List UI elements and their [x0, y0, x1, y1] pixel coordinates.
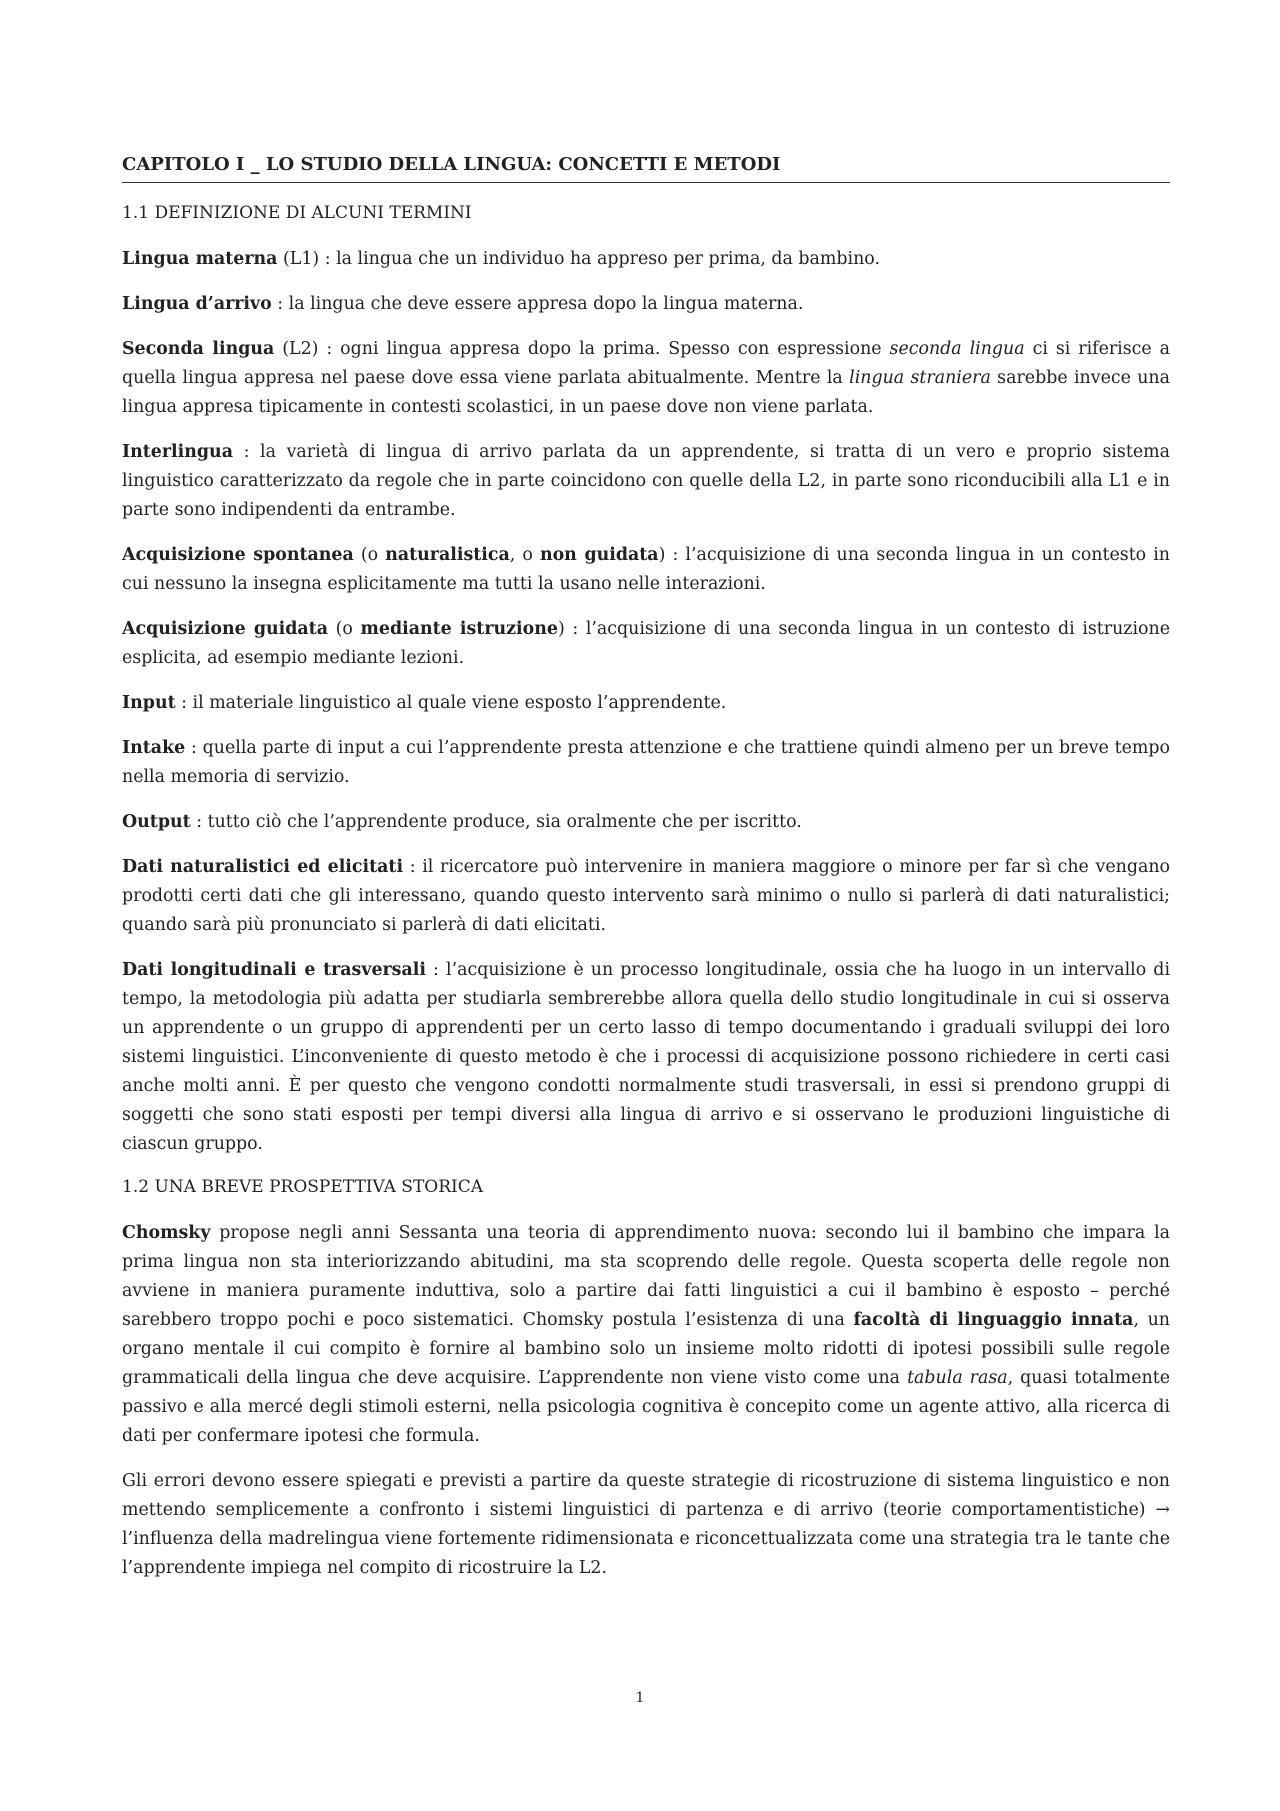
definition-text: : l’acquisizione è un processo longitudinale, ossia che ha luogo in un intervallo di tempo, la metodologia più adatta per studiarla sembrerebbe allora quella dello studio longitudinale in cui si osserva un apprendente o un gruppo di apprendenti per un certo lasso di tempo documentando i graduali sviluppi dei loro sistemi linguistici. L’inconveniente di questo metodo è che i processi di acquisizione possono richiedere in certi casi anche molti anni. È per questo che vengono condotti normalmente studi trasversali, in essi si prendono gruppi di soggetti che sono stati esposti per tempi diversi alla lingua di arrivo e si osservano le produzioni linguistiche di ciascun gruppo. [122, 960, 1171, 1154]
term-naturalistica: naturalistica [385, 545, 510, 565]
definition-output [122, 808, 1170, 837]
definition-text: ci si riferisce a quella lingua appresa nel paese dove essa viene parlata abitualmente. Mentre la [122, 339, 1171, 388]
definition-dati-naturalistici [122, 853, 1170, 940]
term-mediante-istruzione: mediante istruzione [360, 619, 558, 639]
section-title-1-1: 1.1 DEFINIZIONE DI ALCUNI TERMINI [122, 203, 472, 223]
italic-lingua-straniera: lingua straniera [849, 368, 991, 388]
term-intake: Intake [122, 738, 186, 758]
definition-intake [122, 734, 1170, 792]
definition-text: (o [353, 545, 386, 565]
paragraph-errori: Gli errori devono essere spiegati e previsti a partire da queste strategie di ricostruzione di sistema linguistico e non mettendo semplicemente a confronto i sistemi linguistici di partenza e di arrivo (teorie comportamentistiche) → l’influenza della madrelingua viene fortemente ridimensionata e riconcettualizzata come una strategia tra le tante che l’apprendente impiega nel compito di ricostruire la L2. [122, 1471, 1170, 1578]
page-number: 1 [635, 1690, 645, 1706]
definition-text: (L1) : la lingua che un individuo ha appreso per prima, da bambino. [277, 249, 881, 269]
definition-seconda-lingua [122, 335, 1170, 422]
definition-input [122, 689, 1170, 718]
term-input: Input [122, 693, 176, 713]
definition-text: : tutto ciò che l’apprendente produce, sia oralmente che per iscritto. [190, 812, 802, 832]
definition-text: ) : l’acquisizione di una seconda lingua in un contesto di istruzione esplicita, ad esempio mediante lezioni. [122, 619, 1170, 668]
definition-text: : quella parte di input a cui l’apprendente presta attenzione e che trattiene quindi almeno per un breve tempo nella memoria di servizio. [122, 738, 1170, 787]
term-seconda-lingua: Seconda lingua [122, 339, 275, 359]
definition-acquisizione-guidata [122, 615, 1170, 673]
definition-text: : la lingua che deve essere appresa dopo la lingua materna. [271, 294, 804, 314]
italic-seconda-lingua: seconda lingua [889, 339, 1025, 359]
term-lingua-materna: Lingua materna [122, 249, 278, 269]
paragraph-chomsky [122, 1219, 1170, 1451]
paragraph-text: propose negli anni Sessanta una teoria di apprendimento nuova: secondo lui il bambino che impara la prima lingua non sta interiorizzando abitudini, ma sta scoprendo delle regole. Questa scoperta delle regole non avviene in maniera puramente induttiva, solo a partire dai fatti linguistici a cui il bambino è esposto – perché sarebbero troppo pochi e poco sistematici. Chomsky postula l’esistenza di una [122, 1223, 1170, 1330]
paragraph-text: , quasi totalmente passivo e alla mercé degli stimoli esterni, nella psicologia cognitiva è concepito come un agente attivo, alla ricerca di dati per confermare ipotesi che formula. [122, 1368, 1171, 1446]
page-content [122, 152, 1170, 1599]
definition-text: (L2) : ogni lingua appresa dopo la prima. Spesso con espressione [274, 339, 890, 359]
term-lingua-arrivo: Lingua d’arrivo [122, 294, 272, 314]
term-non-guidata: non guidata [539, 545, 659, 565]
definition-lingua-materna [122, 245, 1170, 274]
definition-text: , o [509, 545, 540, 565]
section-title-1-2: 1.2 UNA BREVE PROSPETTIVA STORICA [122, 1177, 484, 1197]
italic-tabula-rasa: tabula rasa [907, 1368, 1008, 1388]
definition-dati-longitudinali [122, 956, 1170, 1159]
paragraph-text: , un organo mentale il cui compito è fornire al bambino solo un insieme molto ridotti di ipotesi possibili sulle regole grammaticali della lingua che deve acquisire. L’apprendente non viene visto come una [122, 1310, 1170, 1388]
definition-text: ) : l’acquisizione di una seconda lingua in un contesto in cui nessuno la insegna esplicitamente ma tutti la usano nelle interazioni. [122, 545, 1171, 594]
chapter-title: CAPITOLO I _ LO STUDIO DELLA LINGUA: CONCETTI E METODI [122, 152, 1170, 183]
definition-interlingua [122, 438, 1170, 525]
definition-text: : il materiale linguistico al quale viene esposto l’apprendente. [175, 693, 727, 713]
term-interlingua: Interlingua [122, 442, 233, 462]
definition-lingua-arrivo [122, 290, 1170, 319]
definition-text: sarebbe invece una lingua appresa tipicamente in contesti scolastici, in un paese dove non viene parlata. [122, 368, 1171, 417]
definition-acquisizione-spontanea [122, 541, 1170, 599]
term-output: Output [122, 812, 191, 832]
term-facolta-linguaggio: facoltà di linguaggio innata [853, 1310, 1134, 1330]
definition-text: : la varietà di lingua di arrivo parlata da un apprendente, si tratta di un vero e proprio sistema linguistico caratterizzato da regole che in parte coincidono con quelle della L2, in parte sono riconducibili alla L1 e in parte sono indipendenti da entrambe. [122, 442, 1170, 520]
term-dati-longitudinali: Dati longitudinali e trasversali [122, 960, 426, 980]
term-acquisizione-spontanea: Acquisizione spontanea [122, 545, 354, 565]
term-acquisizione-guidata: Acquisizione guidata [122, 619, 328, 639]
definition-text: (o [327, 619, 361, 639]
definition-text: : il ricercatore può intervenire in maniera maggiore o minore per far sì che vengano prodotti certi dati che gli interessano, quando questo intervento sarà minimo o nullo si parlerà di dati naturalistici; quando sarà più pronunciato si parlerà di dati elicitati. [122, 857, 1170, 935]
term-chomsky: Chomsky [122, 1223, 211, 1243]
term-dati-naturalistici: Dati naturalistici ed elicitati [122, 857, 404, 877]
